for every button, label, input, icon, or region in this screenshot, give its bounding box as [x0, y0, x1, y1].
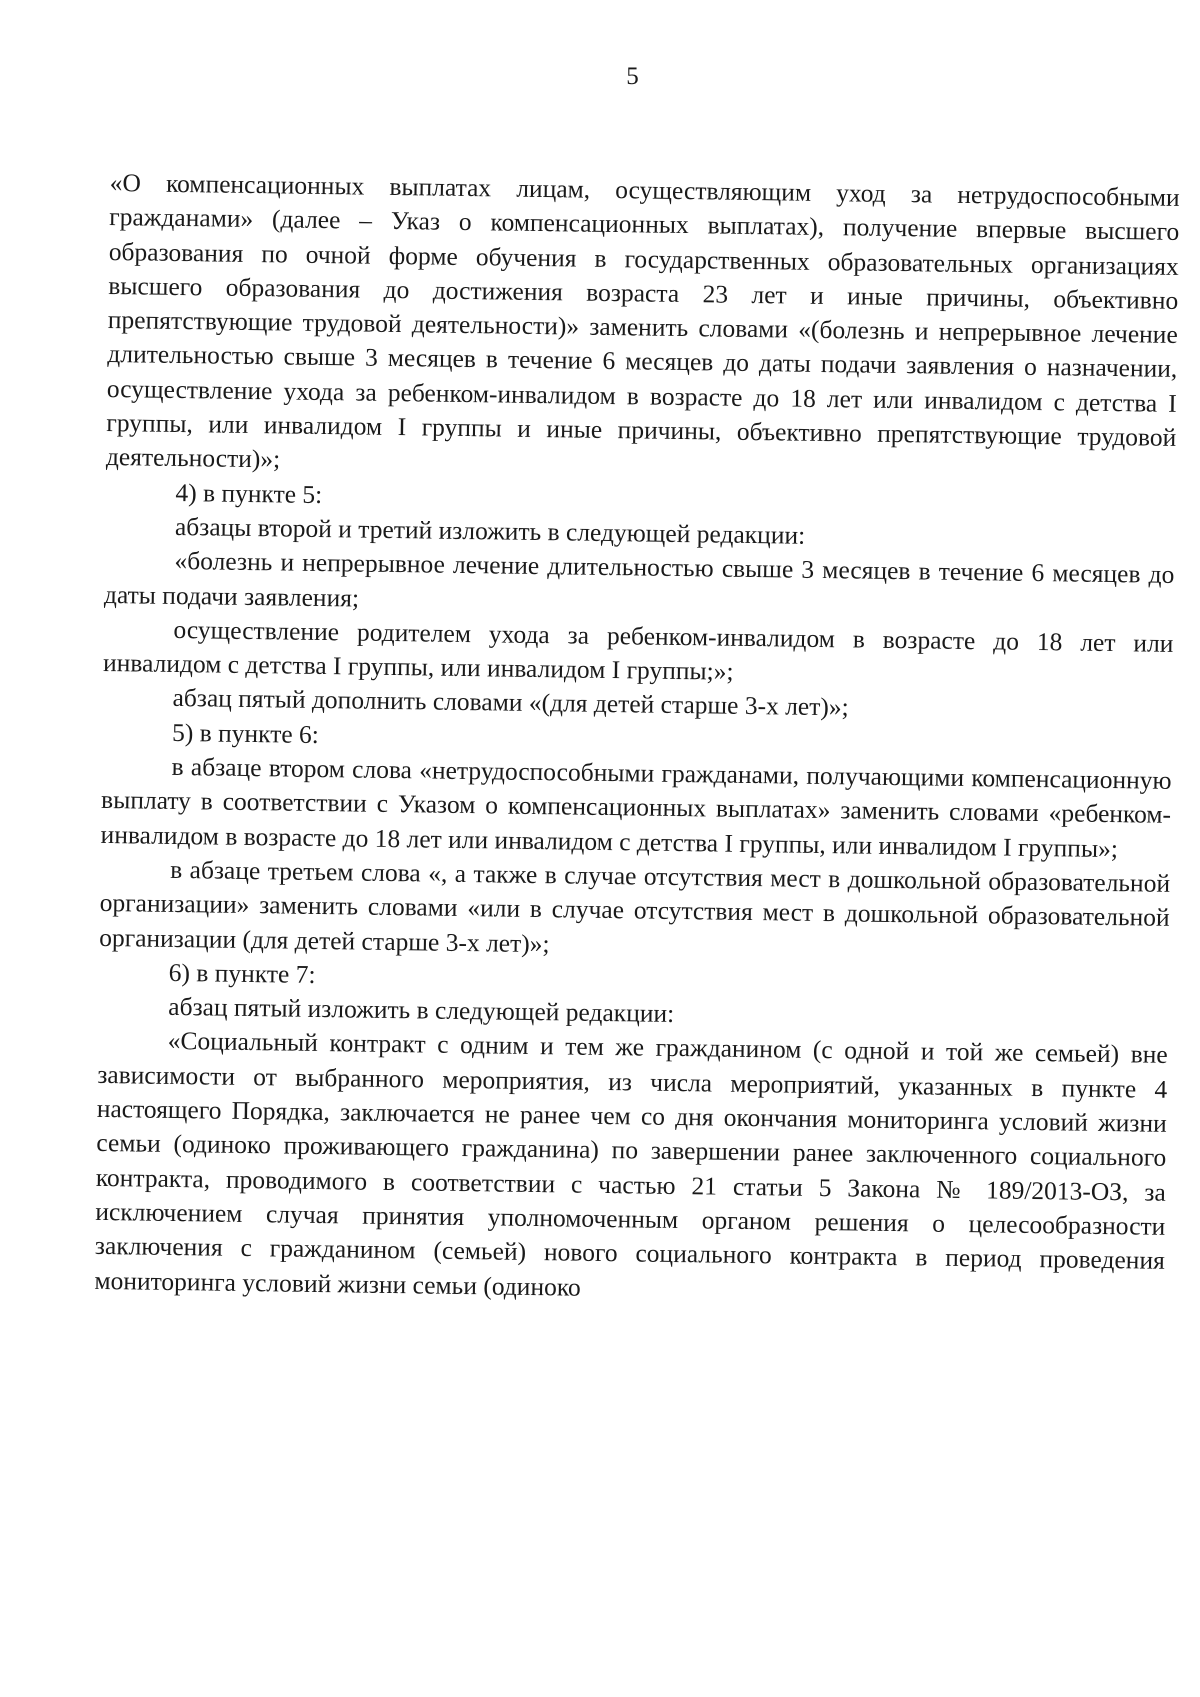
paragraph: в абзаце третьем слова «, а также в случае отсутствия мест в дошкольной образовательной организации» заменить словами «или в случае отсутствия мест в дошкольной образовательной организации (для детей старше 3-х лет)»; — [99, 854, 1171, 958]
paragraph-item-6: 6) в пункте 7: — [168, 957, 316, 989]
page-number: 5 — [626, 63, 639, 90]
paragraph-item-5: 5) в пункте 6: — [171, 717, 320, 749]
paragraph-item-4: 4) в пункте 5: — [175, 477, 323, 509]
document-body — [94, 166, 1180, 1313]
paragraph: абзац пятый дополнить словами «(для детей старше 3-х лет)»; — [172, 683, 849, 722]
paragraph: «Социальный контракт с одним и тем же гражданином (с одной и той же семьей) вне зависимости от выбранного мероприятия, из числа мероприятий, указанных в пункте 4 настоящего Порядка, заключается не ранее чем со дня окончания мониторинга условий жизни семьи (одиноко проживающего гражданина) по завершении ранее заключенного социального контракта, проводимого в соответствии с частью 21 статьи 5 Закона № 189/2013-ОЗ, за исключением случая принятия уполномоченным органом решения о целесообразности заключения с гражданином (семьей) нового социального контракта в период проведения мониторинга условий жизни семьи (одиноко — [94, 1026, 1168, 1302]
paragraph: абзац пятый изложить в следующей редакции: — [168, 992, 675, 1029]
paragraph-continuation: «О компенсационных выплатах лицам, осуществляющим уход за нетрудоспособными гражданами» (далее – Указ о компенсационных выплатах), получение впервые высшего образования по очной форме обучения в государственных образовательных организациях высшего образования до достижения возраста 23 лет и иные причины, объективно препятствующие трудовой деятельности)» заменить словами «(болезнь и непрерывное лечение длительностью свыше 3 месяцев в течение 6 месяцев до даты подачи заявления о назначении, осуществление ухода за ребенком-инвалидом в возрасте до 18 лет или инвалидом с детства I группы, или инвалидом I группы и иные причины, объективно препятствующие трудовой деятельности)»; — [105, 167, 1180, 474]
paragraph: осуществление родителем ухода за ребенком-инвалидом в возрасте до 18 лет или инвалидом с детства I группы, или инвалидом I группы;»; — [102, 614, 1174, 686]
paragraph: «болезнь и непрерывное лечение длительностью свыше 3 месяцев в течение 6 месяцев до даты подачи заявления; — [103, 546, 1175, 613]
paragraph: абзацы второй и третий изложить в следующей редакции: — [174, 511, 806, 550]
paragraph: в абзаце втором слова «нетрудоспособными гражданами, получающими компенсационную выплату в соответствии с Указом о компенсационных выплатах» заменить словами «ребенком-инвалидом в возрасте до 18 лет или инвалидом с детства I группы, или инвалидом I группы»; — [100, 751, 1172, 863]
